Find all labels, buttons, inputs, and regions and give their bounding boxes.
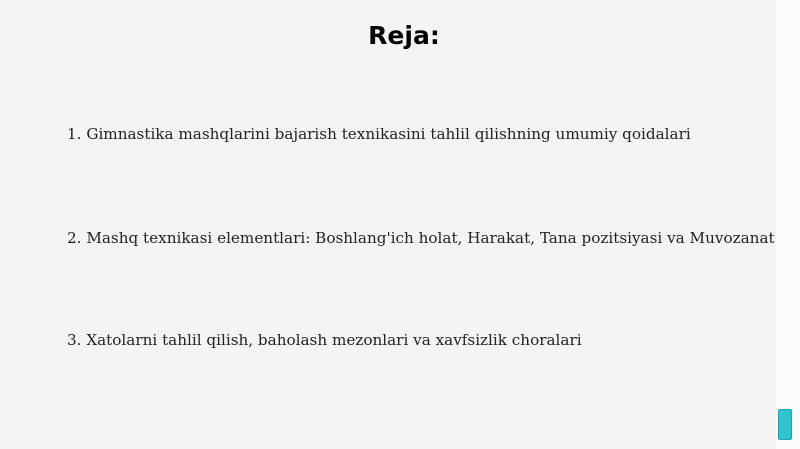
scrollbar-track[interactable] (776, 0, 800, 449)
slide-title: Reja: (368, 21, 440, 50)
plan-item-1: 1. Gimnastika mashqlarini bajarish texnikasini tahlil qilishning umumiy qoidalari (67, 125, 691, 143)
scrollbar-thumb[interactable] (778, 409, 792, 440)
plan-item-2: 2. Mashq texnikasi elementlari: Boshlang'ich holat, Harakat, Tana pozitsiyasi va Muvozanat (67, 229, 775, 247)
plan-item-3: 3. Xatolarni tahlil qilish, baholash mezonlari va xavfsizlik choralari (67, 331, 582, 349)
